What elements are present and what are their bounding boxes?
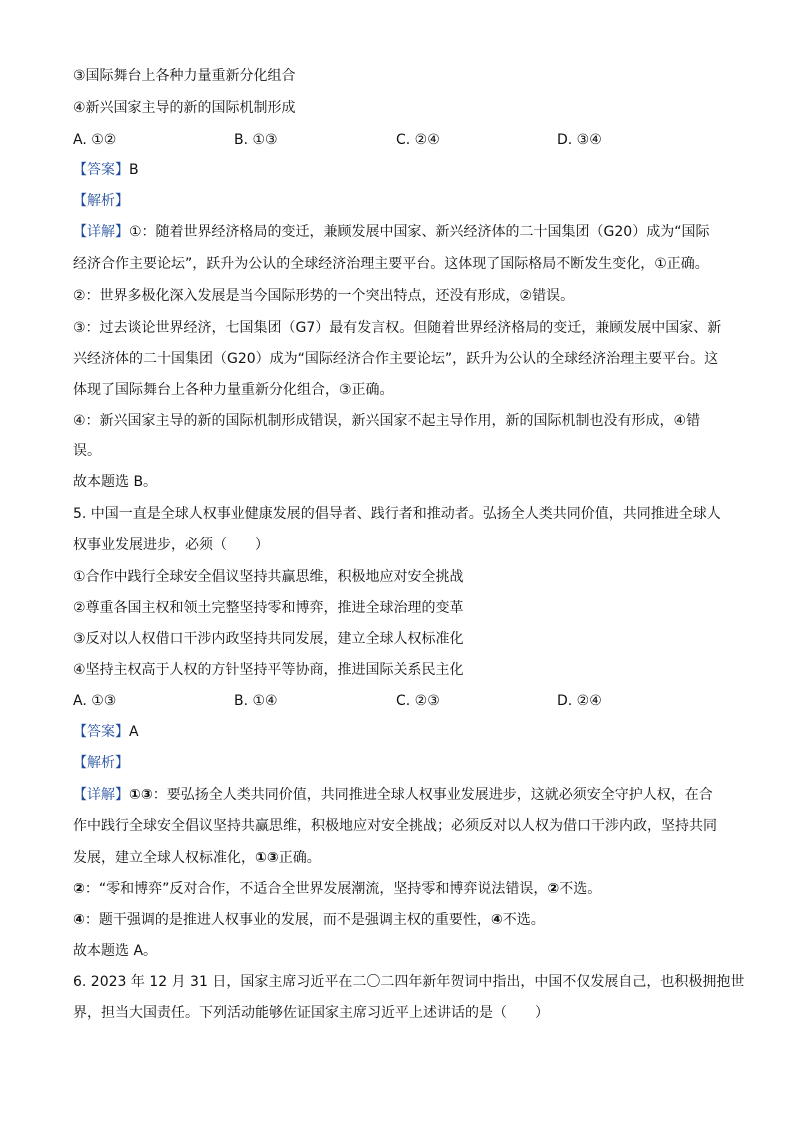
q5-conclusion: 故本题选 A。 (73, 943, 158, 959)
detail-mark: ④ (490, 912, 503, 928)
answer-value: B (129, 162, 139, 178)
detail-tag: 【详解】 (73, 224, 129, 240)
q5-option-c: C. ②③ (396, 693, 440, 709)
detail-text: 正确。 (278, 850, 321, 866)
q4-conclusion: 故本题选 B。 (73, 474, 158, 490)
q4-detail-line-6: 体现了国际舞台上各种力量重新分化组合，③正确。 (73, 382, 394, 398)
q5-detail-line-5 (73, 910, 545, 930)
q4-detail-line-8: 误。 (73, 443, 101, 459)
q5-item-4: ④坚持主权高于人权的方针坚持平等协商，推进国际关系民主化 (73, 662, 464, 678)
q5-analysis-tag: 【解析】 (73, 755, 129, 771)
detail-lead: ①③ (129, 787, 153, 803)
detail-lead: ② (73, 881, 85, 897)
q5-answer (73, 722, 139, 742)
answer-tag: 【答案】 (73, 724, 129, 740)
detail-text: 不选。 (559, 881, 602, 897)
q4-option-a: A. ①② (73, 132, 117, 148)
q4-analysis-tag: 【解析】 (73, 193, 129, 209)
detail-text: ①：随着世界经济格局的变迁，兼顾发展中国家、新兴经济体的二十国集团（G20）成为“国际 (129, 224, 710, 240)
q5-option-d: D. ②④ (557, 693, 602, 709)
q6-stem-line-1: 6. 2023 年 12 月 31 日，国家主席习近平在二〇二四年新年贺词中指出，中国不仅发展自己，也积极拥抱世 (73, 974, 745, 990)
detail-mark: ①③ (255, 850, 279, 866)
q5-detail-line-4 (73, 879, 601, 899)
q5-item-1: ①合作中践行全球安全倡议坚持共赢思维，积极地应对安全挑战 (73, 569, 464, 585)
detail-text: 不选。 (502, 912, 545, 928)
q5-detail-line-2: 作中践行全球安全倡议坚持共赢思维，积极地应对安全挑战；必须反对以人权为借口干涉内政，坚持共同 (73, 818, 717, 834)
q4-detail-line-4: ③：过去谈论世界经济，七国集团（G7）最有发言权。但随着世界经济格局的变迁，兼顾发展中国家、新 (73, 320, 722, 336)
q4-item-4: ④新兴国家主导的新的国际机制形成 (73, 100, 296, 116)
q5-stem-line-2: 权事业发展进步，必须（ ） (73, 537, 269, 553)
answer-value: A (129, 724, 139, 740)
q5-option-b: B. ①④ (234, 693, 278, 709)
detail-text: ：要弘扬全人类共同价值，共同推进全球人权事业发展进步，这就必须安全守护人权，在合 (152, 787, 713, 803)
detail-text: ：题干强调的是推进人权事业的发展，而不是强调主权的重要性， (84, 912, 491, 928)
q5-item-3: ③反对以人权借口干涉内政坚持共同发展，建立全球人权标准化 (73, 631, 464, 647)
q4-detail-line-3: ②：世界多极化深入发展是当今国际形势的一个突出特点，还没有形成，②错误。 (73, 288, 575, 304)
q5-option-a: A. ①③ (73, 693, 117, 709)
q4-detail-line-5: 兴经济体的二十国集团（G20）成为“国际经济合作主要论坛”，跃升为公认的全球经济治理主要平台。这 (73, 351, 719, 367)
q6-stem-line-2: 界，担当大国责任。下列活动能够佐证国家主席习近平上述讲话的是（ ） (73, 1005, 549, 1021)
q4-option-c: C. ②④ (396, 132, 440, 148)
answer-tag: 【答案】 (73, 162, 129, 178)
q4-detail-line-2: 经济合作主要论坛”，跃升为公认的全球经济治理主要平台。这体现了国际格局不断发生变化，①正确。 (73, 256, 709, 272)
q5-detail-line-3 (73, 848, 321, 868)
q5-stem-line-1: 5. 中国一直是全球人权事业健康发展的倡导者、践行者和推动者。弘扬全人类共同价值，共同推进全球人 (73, 506, 721, 522)
q4-answer (73, 160, 139, 180)
q4-option-d: D. ③④ (557, 132, 602, 148)
q4-detail-line-7: ④：新兴国家主导的新的国际机制形成错误，新兴国家不起主导作用，新的国际机制也没有形成，④错 (73, 413, 701, 429)
q4-detail-line-1 (73, 222, 709, 242)
detail-text: 发展，建立全球人权标准化， (73, 850, 255, 866)
q5-item-2: ②尊重各国主权和领土完整坚持零和博弈，推进全球治理的变革 (73, 600, 464, 616)
q5-detail-line-1 (73, 785, 713, 805)
q4-option-b: B. ①③ (234, 132, 278, 148)
q4-item-3: ③国际舞台上各种力量重新分化组合 (73, 68, 296, 84)
detail-mark: ② (547, 881, 560, 897)
detail-lead: ④ (73, 912, 85, 928)
detail-tag: 【详解】 (73, 787, 129, 803)
detail-text: ：“零和博弈”反对合作，不适合全世界发展潮流，坚持零和博弈说法错误， (84, 881, 548, 897)
